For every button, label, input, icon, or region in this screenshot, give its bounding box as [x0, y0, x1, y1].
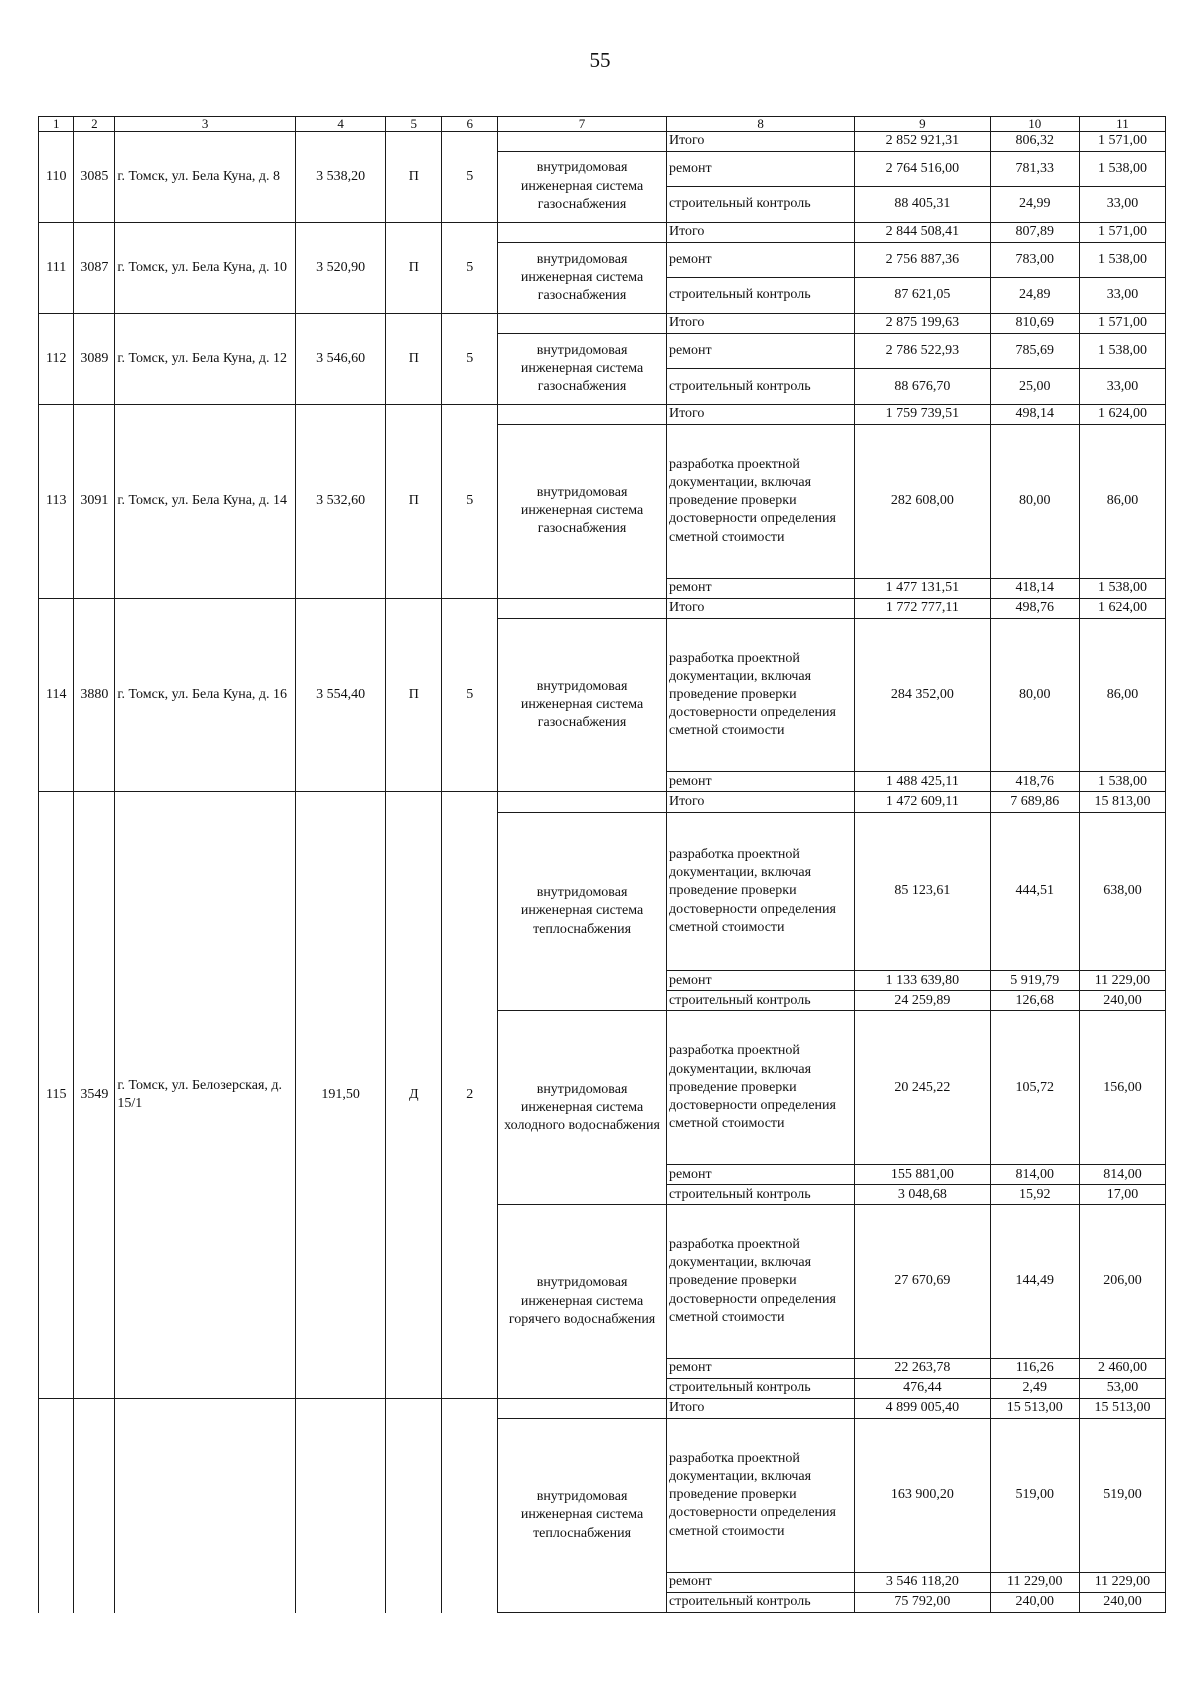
work-limit: 519,00 — [1079, 1419, 1165, 1573]
total-label: Итого — [666, 1398, 854, 1418]
work-limit: 240,00 — [1079, 991, 1165, 1011]
column-number: 5 — [386, 117, 442, 132]
work-type: разработка проектной документации, включая проведение проверки достоверности определения сметной стоимости — [666, 425, 854, 579]
work-cost-per-m2: 5 919,79 — [990, 971, 1079, 991]
row-number: 115 — [39, 792, 74, 1399]
total-cost-per-m2: 7 689,86 — [990, 792, 1079, 812]
total-cost: 1 772 777,11 — [855, 598, 990, 618]
total-label: Итого — [666, 404, 854, 424]
wall-material: П — [386, 131, 442, 222]
system-empty — [498, 404, 667, 424]
work-limit: 2 460,00 — [1079, 1358, 1165, 1378]
wall-material: П — [386, 222, 442, 313]
capital-repair-table — [38, 116, 1166, 1613]
work-cost-per-m2: 126,68 — [990, 991, 1079, 1011]
work-cost-per-m2: 444,51 — [990, 812, 1079, 971]
column-number: 1 — [39, 117, 74, 132]
column-number: 4 — [296, 117, 386, 132]
work-limit: 11 229,00 — [1079, 971, 1165, 991]
work-cost-per-m2: 15,92 — [990, 1185, 1079, 1205]
row-number: 112 — [39, 313, 74, 404]
work-type: разработка проектной документации, включая проведение проверки достоверности определения сметной стоимости — [666, 618, 854, 772]
system-empty — [498, 222, 667, 242]
floors: 5 — [442, 313, 498, 404]
area — [296, 1398, 386, 1612]
work-cost-per-m2: 80,00 — [990, 425, 1079, 579]
address: г. Томск, ул. Бела Куна, д. 8 — [115, 131, 296, 222]
work-limit: 33,00 — [1079, 369, 1165, 405]
work-limit: 17,00 — [1079, 1185, 1165, 1205]
work-cost-per-m2: 11 229,00 — [990, 1572, 1079, 1592]
wall-material: П — [386, 598, 442, 792]
page-number: 55 — [589, 48, 611, 72]
system-empty — [498, 792, 667, 812]
address: г. Томск, ул. Бела Куна, д. 12 — [115, 313, 296, 404]
work-cost: 1 488 425,11 — [855, 772, 990, 792]
total-limit: 1 624,00 — [1079, 404, 1165, 424]
work-type: ремонт — [666, 1358, 854, 1378]
column-number: 11 — [1079, 117, 1165, 132]
system-empty — [498, 598, 667, 618]
work-type: ремонт — [666, 971, 854, 991]
area: 191,50 — [296, 792, 386, 1399]
work-type: строительный контроль — [666, 991, 854, 1011]
object-code — [74, 1398, 115, 1612]
floors: 5 — [442, 404, 498, 598]
total-label: Итого — [666, 792, 854, 812]
system-name: внутридомовая инженерная система горячего водоснабжения — [498, 1205, 667, 1399]
object-code: 3549 — [74, 792, 115, 1399]
work-limit: 156,00 — [1079, 1011, 1165, 1165]
total-cost: 2 875 199,63 — [855, 313, 990, 333]
system-name: внутридомовая инженерная система холодного водоснабжения — [498, 1011, 667, 1205]
table-row — [39, 222, 1166, 242]
total-cost-per-m2: 806,32 — [990, 131, 1079, 151]
work-limit: 86,00 — [1079, 425, 1165, 579]
total-limit: 15 513,00 — [1079, 1398, 1165, 1418]
area: 3 520,90 — [296, 222, 386, 313]
work-type: ремонт — [666, 242, 854, 278]
floors: 5 — [442, 131, 498, 222]
object-code: 3089 — [74, 313, 115, 404]
total-label: Итого — [666, 131, 854, 151]
total-cost: 2 852 921,31 — [855, 131, 990, 151]
work-cost-per-m2: 240,00 — [990, 1592, 1079, 1612]
work-cost: 2 764 516,00 — [855, 151, 990, 187]
table-row — [39, 598, 1166, 618]
wall-material: Д — [386, 792, 442, 1399]
work-type: разработка проектной документации, включая проведение проверки достоверности определения сметной стоимости — [666, 812, 854, 971]
column-number: 3 — [115, 117, 296, 132]
work-cost: 87 621,05 — [855, 278, 990, 314]
system-empty — [498, 1398, 667, 1418]
area: 3 554,40 — [296, 598, 386, 792]
work-cost: 85 123,61 — [855, 812, 990, 971]
work-cost-per-m2: 80,00 — [990, 618, 1079, 772]
row-number — [39, 1398, 74, 1612]
work-cost-per-m2: 783,00 — [990, 242, 1079, 278]
work-type: ремонт — [666, 578, 854, 598]
total-cost: 4 899 005,40 — [855, 1398, 990, 1418]
work-limit: 240,00 — [1079, 1592, 1165, 1612]
wall-material: П — [386, 313, 442, 404]
system-name: внутридомовая инженерная система газоснабжения — [498, 333, 667, 404]
area: 3 538,20 — [296, 131, 386, 222]
system-name: внутридомовая инженерная система газоснабжения — [498, 151, 667, 222]
work-type: ремонт — [666, 151, 854, 187]
column-number: 6 — [442, 117, 498, 132]
object-code: 3091 — [74, 404, 115, 598]
floors — [442, 1398, 498, 1612]
work-limit: 33,00 — [1079, 187, 1165, 223]
work-cost: 22 263,78 — [855, 1358, 990, 1378]
table-row — [39, 1398, 1166, 1418]
floors: 5 — [442, 222, 498, 313]
work-limit: 1 538,00 — [1079, 242, 1165, 278]
work-cost: 88 676,70 — [855, 369, 990, 405]
row-number: 113 — [39, 404, 74, 598]
work-limit: 1 538,00 — [1079, 578, 1165, 598]
work-cost: 3 048,68 — [855, 1185, 990, 1205]
floors: 5 — [442, 598, 498, 792]
work-cost: 3 546 118,20 — [855, 1572, 990, 1592]
address: г. Томск, ул. Белозерская, д. 15/1 — [115, 792, 296, 1399]
work-limit: 11 229,00 — [1079, 1572, 1165, 1592]
total-label: Итого — [666, 313, 854, 333]
work-cost: 2 756 887,36 — [855, 242, 990, 278]
object-code: 3880 — [74, 598, 115, 792]
work-cost-per-m2: 418,14 — [990, 578, 1079, 598]
work-limit: 1 538,00 — [1079, 772, 1165, 792]
work-cost-per-m2: 116,26 — [990, 1358, 1079, 1378]
system-empty — [498, 131, 667, 151]
system-name: внутридомовая инженерная система газоснабжения — [498, 425, 667, 599]
work-cost: 24 259,89 — [855, 991, 990, 1011]
work-type: ремонт — [666, 1165, 854, 1185]
work-type: разработка проектной документации, включая проведение проверки достоверности определения сметной стоимости — [666, 1011, 854, 1165]
column-number: 8 — [666, 117, 854, 132]
work-type: строительный контроль — [666, 1378, 854, 1398]
total-cost-per-m2: 498,14 — [990, 404, 1079, 424]
work-type: строительный контроль — [666, 1185, 854, 1205]
total-cost: 1 472 609,11 — [855, 792, 990, 812]
work-limit: 1 538,00 — [1079, 151, 1165, 187]
work-limit: 53,00 — [1079, 1378, 1165, 1398]
row-number: 114 — [39, 598, 74, 792]
work-cost-per-m2: 519,00 — [990, 1419, 1079, 1573]
total-cost-per-m2: 807,89 — [990, 222, 1079, 242]
work-limit: 206,00 — [1079, 1205, 1165, 1359]
work-cost-per-m2: 785,69 — [990, 333, 1079, 369]
system-name: внутридомовая инженерная система теплоснабжения — [498, 1419, 667, 1613]
work-limit: 33,00 — [1079, 278, 1165, 314]
total-limit: 15 813,00 — [1079, 792, 1165, 812]
work-cost: 1 477 131,51 — [855, 578, 990, 598]
work-limit: 86,00 — [1079, 618, 1165, 772]
area: 3 532,60 — [296, 404, 386, 598]
work-cost-per-m2: 781,33 — [990, 151, 1079, 187]
work-cost: 282 608,00 — [855, 425, 990, 579]
system-name: внутридомовая инженерная система газоснабжения — [498, 242, 667, 313]
wall-material: П — [386, 404, 442, 598]
work-limit: 814,00 — [1079, 1165, 1165, 1185]
work-cost-per-m2: 144,49 — [990, 1205, 1079, 1359]
work-cost: 476,44 — [855, 1378, 990, 1398]
table-row — [39, 131, 1166, 151]
total-cost: 2 844 508,41 — [855, 222, 990, 242]
system-name: внутридомовая инженерная система газоснабжения — [498, 618, 667, 792]
total-cost-per-m2: 15 513,00 — [990, 1398, 1079, 1418]
address: г. Томск, ул. Бела Куна, д. 14 — [115, 404, 296, 598]
table-row — [39, 404, 1166, 424]
floors: 2 — [442, 792, 498, 1399]
address — [115, 1398, 296, 1612]
work-cost: 163 900,20 — [855, 1419, 990, 1573]
work-cost: 2 786 522,93 — [855, 333, 990, 369]
work-type: строительный контроль — [666, 187, 854, 223]
total-cost-per-m2: 498,76 — [990, 598, 1079, 618]
total-cost: 1 759 739,51 — [855, 404, 990, 424]
system-name: внутридомовая инженерная система теплоснабжения — [498, 812, 667, 1011]
system-empty — [498, 313, 667, 333]
total-cost-per-m2: 810,69 — [990, 313, 1079, 333]
work-type: строительный контроль — [666, 1592, 854, 1612]
total-limit: 1 571,00 — [1079, 131, 1165, 151]
area: 3 546,60 — [296, 313, 386, 404]
row-number: 111 — [39, 222, 74, 313]
work-cost: 27 670,69 — [855, 1205, 990, 1359]
work-cost-per-m2: 814,00 — [990, 1165, 1079, 1185]
address: г. Томск, ул. Бела Куна, д. 16 — [115, 598, 296, 792]
wall-material — [386, 1398, 442, 1612]
table-row — [39, 313, 1166, 333]
work-cost: 1 133 639,80 — [855, 971, 990, 991]
work-cost-per-m2: 105,72 — [990, 1011, 1079, 1165]
work-cost: 75 792,00 — [855, 1592, 990, 1612]
table-row — [39, 792, 1166, 812]
total-limit: 1 624,00 — [1079, 598, 1165, 618]
work-type: строительный контроль — [666, 369, 854, 405]
work-type: ремонт — [666, 1572, 854, 1592]
column-number: 7 — [498, 117, 667, 132]
work-cost-per-m2: 2,49 — [990, 1378, 1079, 1398]
work-type: ремонт — [666, 772, 854, 792]
work-limit: 1 538,00 — [1079, 333, 1165, 369]
column-number-row — [39, 117, 1166, 132]
work-type: разработка проектной документации, включая проведение проверки достоверности определения сметной стоимости — [666, 1419, 854, 1573]
row-number: 110 — [39, 131, 74, 222]
object-code: 3087 — [74, 222, 115, 313]
column-number: 2 — [74, 117, 115, 132]
work-cost: 20 245,22 — [855, 1011, 990, 1165]
total-label: Итого — [666, 598, 854, 618]
work-type: разработка проектной документации, включая проведение проверки достоверности определения сметной стоимости — [666, 1205, 854, 1359]
total-label: Итого — [666, 222, 854, 242]
object-code: 3085 — [74, 131, 115, 222]
work-cost-per-m2: 25,00 — [990, 369, 1079, 405]
work-cost: 284 352,00 — [855, 618, 990, 772]
total-limit: 1 571,00 — [1079, 222, 1165, 242]
column-number: 10 — [990, 117, 1079, 132]
work-cost: 155 881,00 — [855, 1165, 990, 1185]
column-number: 9 — [855, 117, 990, 132]
work-type: ремонт — [666, 333, 854, 369]
table-body — [39, 117, 1166, 1613]
total-limit: 1 571,00 — [1079, 313, 1165, 333]
work-cost-per-m2: 24,99 — [990, 187, 1079, 223]
work-cost: 88 405,31 — [855, 187, 990, 223]
work-cost-per-m2: 418,76 — [990, 772, 1079, 792]
work-limit: 638,00 — [1079, 812, 1165, 971]
address: г. Томск, ул. Бела Куна, д. 10 — [115, 222, 296, 313]
work-cost-per-m2: 24,89 — [990, 278, 1079, 314]
work-type: строительный контроль — [666, 278, 854, 314]
